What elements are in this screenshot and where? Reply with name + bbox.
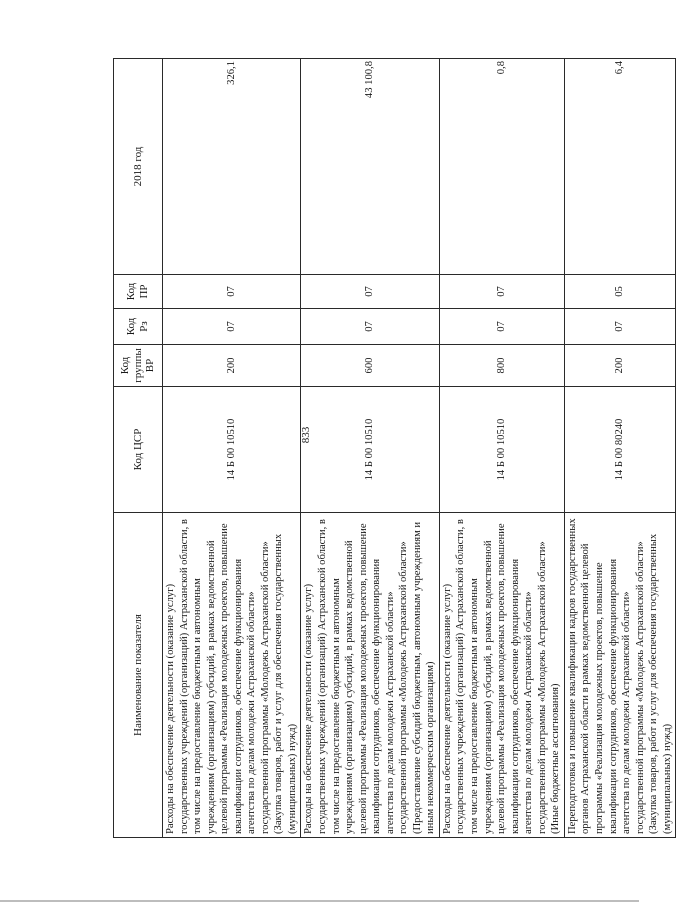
rotated-table-container <box>113 59 673 838</box>
row-amount: 6,4 <box>564 59 675 275</box>
header-csr: Код ЦСР <box>114 387 163 513</box>
header-pr: Код ПР <box>114 275 163 309</box>
row-csr: 14 Б 00 10510 <box>301 387 439 513</box>
row-csr: 14 Б 00 10510 <box>163 387 301 513</box>
table-row <box>301 59 439 838</box>
header-name: Наименование показателя <box>114 513 163 838</box>
row-amount: 0,8 <box>439 59 564 275</box>
row-vr: 800 <box>439 345 564 387</box>
header-year: 2018 год <box>114 59 163 275</box>
row-amount: 43 100,8 <box>301 59 439 275</box>
row-name: Расходы на обеспечение деятельности (оказание услуг) государственных учреждений (организаций) Астраханской области, в том числе на предоставление бюджетным и автономным учреждениям (организациям) субсидий, в рамках ведомственной целевой программы «Реализация молодежных проектов, повышение квалификации сотрудников, обеспечение функционирования агентства по делам молодежи Астраханской области» государственной программы «Молодежь Астраханской области» (Закупка товаров, работ и услуг для обеспечения государственных (муниципальных) нужд) <box>163 513 301 838</box>
row-csr: 14 Б 00 10510 <box>439 387 564 513</box>
row-name: Расходы на обеспечение деятельности (оказание услуг) государственных учреждений (организаций) Астраханской области, в том числе на предоставление бюджетным и автономным учреждениям (организациям) субсидий, в рамках ведомственной целевой программы «Реализация молодежных проектов, повышение квалификации сотрудников, обеспечение функционирования агентства по делам молодежи Астраханской области» государственной программы «Молодежь Астраханской области» (Иные бюджетные ассигнования) <box>439 513 564 838</box>
table-row <box>439 59 564 838</box>
row-rz: 07 <box>301 309 439 345</box>
row-vr: 600 <box>301 345 439 387</box>
table-row <box>163 59 301 838</box>
row-rz: 07 <box>439 309 564 345</box>
row-pr: 05 <box>564 275 675 309</box>
row-rz: 07 <box>163 309 301 345</box>
row-rz: 07 <box>564 309 675 345</box>
row-vr: 200 <box>163 345 301 387</box>
row-amount: 326,1 <box>163 59 301 275</box>
table-header-row <box>114 59 163 838</box>
row-name: Расходы на обеспечение деятельности (оказание услуг) государственных учреждений (организаций) Астраханской области, в том числе на предоставление бюджетным и автономным учреждениям (организациям) субсидий, в рамках ведомственной целевой программы «Реализация молодежных проектов, повышение квалификации сотрудников, обеспечение функционирования агентства по делам молодежи Астраханской области» государственной программы «Молодежь Астраханской области» (Предоставление субсидий бюджетным, автономным учреждениям и иным некоммерческим организациям) <box>301 513 439 838</box>
table-row <box>564 59 675 838</box>
header-vr: Код группы ВР <box>114 345 163 387</box>
row-vr: 200 <box>564 345 675 387</box>
scan-edge-line <box>0 900 639 902</box>
header-rz: Код Рз <box>114 309 163 345</box>
row-pr: 07 <box>163 275 301 309</box>
page-number: 833 <box>300 426 312 444</box>
row-name: Переподготовка и повышение квалификации кадров государственных органов Астраханской области в рамках ведомственной целевой программы «Реализация молодежных проектов, повышение квалификации сотрудников, обеспечение функционирования агентства по делам молодежи Астраханской области» государственной программы «Молодежь Астраханской области» (Закупка товаров, работ и услуг для обеспечения государственных (муниципальных) нужд) <box>564 513 675 838</box>
row-pr: 07 <box>439 275 564 309</box>
budget-table <box>113 58 676 838</box>
row-csr: 14 Б 00 80240 <box>564 387 675 513</box>
row-pr: 07 <box>301 275 439 309</box>
